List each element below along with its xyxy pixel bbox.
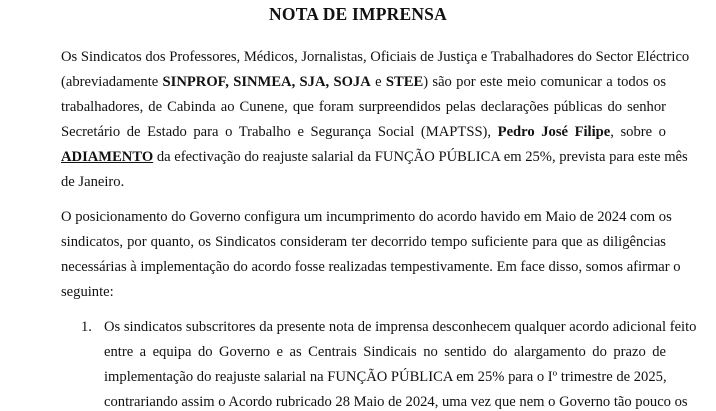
text-run: Secretário de Estado para o Trabalho e Segurança Social (MAPTSS), bbox=[61, 124, 498, 140]
paragraph-2-line-3: necessárias à implementação do acordo fosse realizadas tempestivamente. Em face disso, somos afirmar o bbox=[61, 259, 681, 275]
paragraph-2-line-1: O posicionamento do Governo configura um incumprimento do acordo havido em Maio de 2024 com os bbox=[61, 209, 672, 225]
list-item-1-line-1: Os sindicatos subscritores da presente nota de imprensa desconhecem qualquer acordo adicional feito bbox=[104, 319, 697, 335]
paragraph-1-line-6: de Janeiro. bbox=[61, 174, 125, 190]
text-run: ) são por este meio comunicar a todos os bbox=[423, 74, 666, 90]
document-title: NOTA DE IMPRENSA bbox=[269, 4, 447, 24]
text-run: da efectivação do reajuste salarial da FUNÇÃO PÚBLICA em 25%, prevista para este mês bbox=[153, 149, 688, 165]
paragraph-2-line-2: sindicatos, por quanto, os Sindicatos consideram ter decorrido tempo suficiente para que as diligências bbox=[61, 234, 666, 250]
adiamento-emphasis: ADIAMENTO bbox=[61, 149, 154, 165]
text-run: , sobre o bbox=[610, 124, 666, 140]
list-item-number: 1. bbox=[81, 319, 92, 335]
paragraph-1-line-3: trabalhadores, de Cabinda ao Cunene, que foram surpreendidos pelas declarações públicas do senhor bbox=[61, 99, 666, 115]
list-item-1-line-3: implementação do reajuste salarial na FUNÇÃO PÚBLICA em 25% para o Iº trimestre de 2025, bbox=[104, 369, 667, 385]
official-name: Pedro José Filipe bbox=[497, 124, 611, 140]
paragraph-1-line-1: Os Sindicatos dos Professores, Médicos, Jornalistas, Oficiais de Justiça e Trabalhadores do Sector Eléctrico bbox=[61, 49, 690, 65]
list-item-1-line-2: entre a equipa do Governo e as Centrais Sindicais no sentido do alargamento do prazo de bbox=[104, 344, 666, 360]
text-run: e bbox=[370, 74, 386, 90]
paragraph-1-line-5 bbox=[61, 148, 688, 166]
list-item-1-line-4: contrariando assim o Acordo rubricado 28 Maio de 2024, uma vez que nem o Governo tão pouco os bbox=[104, 394, 688, 410]
text-run: (abreviadamente bbox=[61, 74, 163, 90]
paragraph-2-line-4: seguinte: bbox=[61, 284, 114, 300]
union-acronym-stee: STEE bbox=[385, 74, 424, 90]
paragraph-1-line-2 bbox=[61, 73, 666, 91]
paragraph-1-line-4 bbox=[61, 123, 666, 141]
union-acronyms: SINPROF, SINMEA, SJA, SOJA bbox=[162, 74, 371, 90]
